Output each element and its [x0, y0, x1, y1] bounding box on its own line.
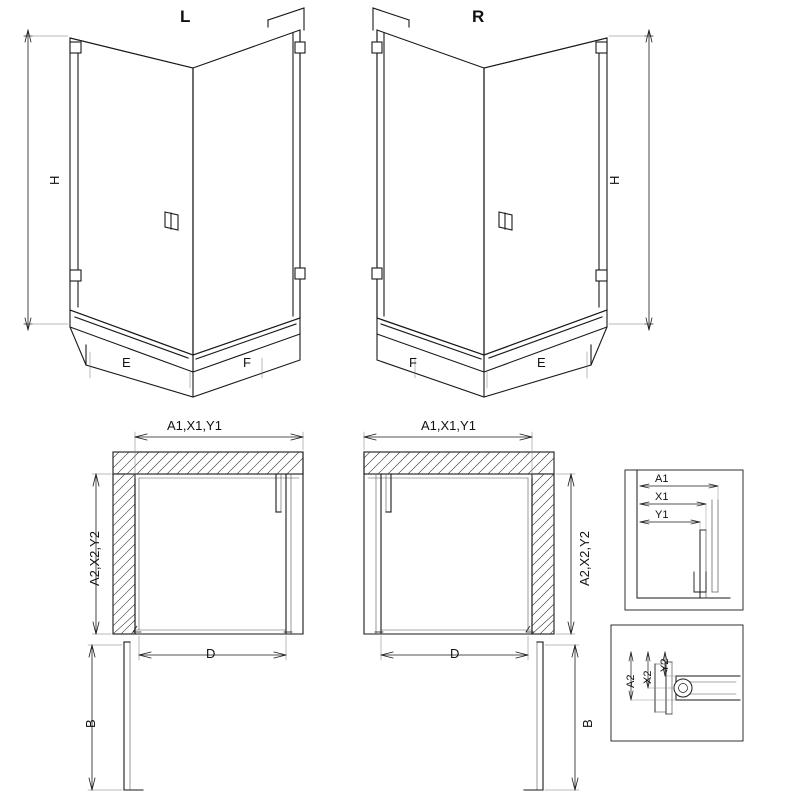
plan-left-inner-dim: D [206, 646, 216, 661]
iso-left-label-f: F [243, 355, 251, 370]
plan-view-left [88, 432, 303, 790]
plan-left-door-dim: B [83, 719, 98, 728]
plan-right-inner-dim: D [450, 646, 460, 661]
detail-bottom-dim-x2: X2 [642, 670, 654, 684]
detail-top-dim-y1: Y1 [655, 509, 669, 521]
iso-right-label-f: F [409, 355, 417, 370]
detail-bottom-dim-a2: A2 [625, 674, 637, 688]
iso-right-title: R [472, 7, 485, 26]
detail-bottom-dim-y2: Y2 [659, 658, 671, 672]
detail-top-right [625, 470, 743, 610]
plan-right-side-dim: A2,X2,Y2 [577, 531, 592, 586]
plan-left-top-dim: A1,X1,Y1 [167, 418, 222, 433]
iso-view-right [372, 8, 653, 397]
detail-top-dim-x1: X1 [655, 491, 669, 503]
plan-left-side-dim: A2,X2,Y2 [87, 531, 102, 586]
iso-left-height-dim: H [47, 175, 62, 185]
detail-top-dim-a1: A1 [655, 473, 669, 485]
iso-view-left [24, 8, 305, 397]
plan-right-top-dim: A1,X1,Y1 [421, 418, 476, 433]
plan-view-right [364, 432, 579, 790]
iso-right-label-e: E [537, 355, 546, 370]
iso-left-label-e: E [122, 355, 131, 370]
iso-right-height-dim: H [607, 175, 622, 185]
iso-left-title: L [180, 7, 191, 26]
plan-right-door-dim: B [580, 719, 595, 728]
